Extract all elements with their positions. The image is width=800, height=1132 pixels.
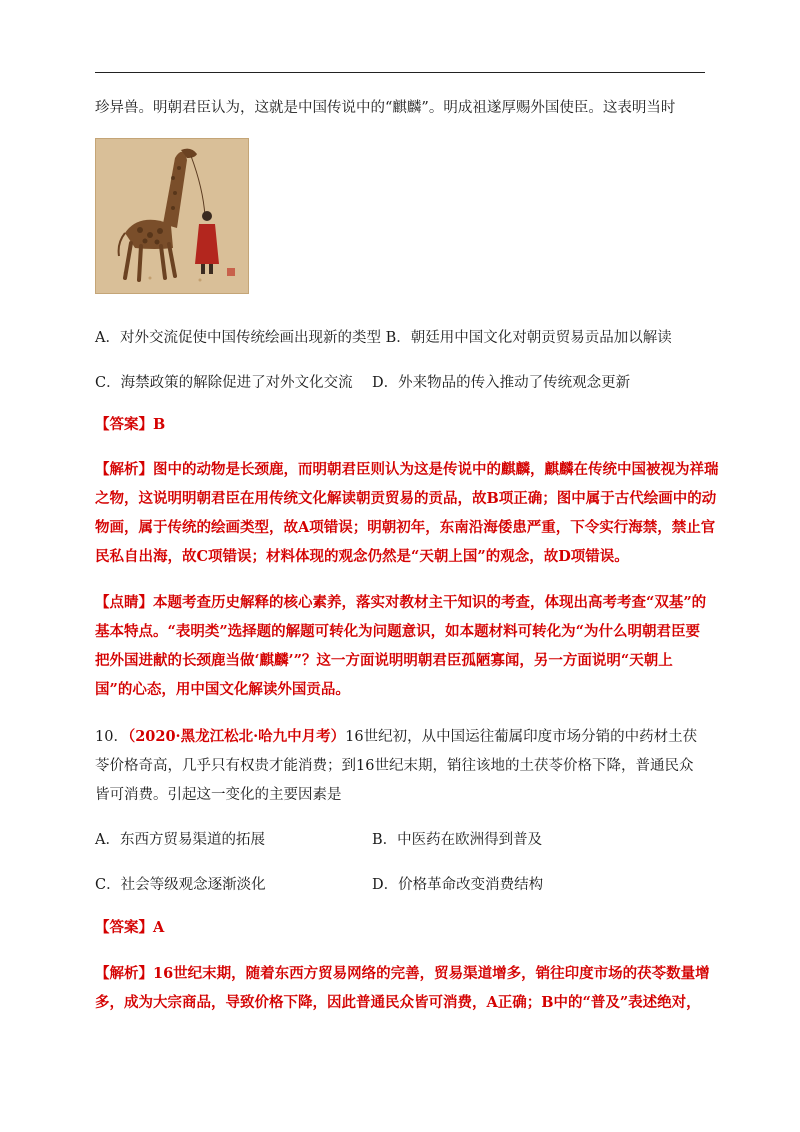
q9-analysis-line: 民私自出海，故C项错误；材料体现的观念仍然是“天朝上国”的观念，故D项错误。 (95, 548, 629, 565)
q10-number: 10． (95, 729, 128, 745)
header-rule (95, 72, 705, 73)
q9-option-c: C．海禁政策的解除促进了对外文化交流 (95, 375, 353, 391)
q9-comment-line: 【点睛】本题考查历史解释的核心素养，落实对教材主干知识的考查，体现出高考考查“双基”的 (95, 594, 707, 611)
q10-stem-line: 16世纪初，从中国运往葡属印度市场分销的中药材土茯 (345, 729, 698, 745)
q9-comment-line: 把外国进献的长颈鹿当做‘麒麟’”？这一方面说明明朝君臣孤陋寡闻，另一方面说明“天朝上 (95, 652, 673, 669)
q10-option-b: B．中医药在欧洲得到普及 (372, 832, 543, 848)
q9-analysis-line: 【解析】图中的动物是长颈鹿，而明朝君臣则认为这是传说中的麒麟，麒麟在传统中国被视为祥瑞 (95, 461, 719, 478)
q10-analysis-line: 多，成为大宗商品，导致价格下降，因此普通民众皆可消费，A正确；B中的“普及”表述绝对， (95, 994, 701, 1011)
q10-analysis-line: 【解析】16世纪末期，随着东西方贸易网络的完善，贸易渠道增多，销往印度市场的茯苓数量增 (95, 965, 710, 982)
q9-option-ab: A．对外交流促使中国传统绘画出现新的类型 B．朝廷用中国文化对朝贡贸易贡品加以解读 (95, 330, 672, 346)
q10-option-c: C．社会等级观念逐渐淡化 (95, 877, 266, 893)
q10-stem-line: 皆可消费。引起这一变化的主要因素是 (95, 787, 342, 803)
q10-source: （2020·黑龙江松北·哈九中月考） (127, 728, 346, 745)
q10-stem-line: 苓价格奇高，几乎只有权贵才能消费；到16世纪末期，销往该地的土茯苓价格下降，普通民众 (95, 758, 694, 774)
q9-analysis-line: 之物，这说明明朝君臣在用传统文化解读朝贡贸易的贡品，故B项正确；图中属于古代绘画中的动 (95, 490, 717, 507)
q9-comment-line: 国”的心态，用中国文化解读外国贡品。 (95, 681, 350, 698)
giraffe-painting (95, 138, 249, 294)
q9-comment-line: 基本特点。“表明类”选择题的解题可转化为问题意识，如本题材料可转化为“为什么明朝君臣要 (95, 623, 701, 640)
q9-analysis-line: 物画，属于传统的绘画类型，故A项错误；明朝初年，东南沿海倭患严重，下令实行海禁，禁止官 (95, 519, 716, 536)
q9-option-d: D．外来物品的传入推动了传统观念更新 (372, 375, 631, 391)
q10-first-line (95, 727, 697, 747)
q9-answer: 【答案】B (95, 416, 166, 433)
intro-line: 珍异兽。明朝君臣认为，这就是中国传说中的“麒麟”。明成祖遂厚赐外国使臣。这表明当时 (95, 100, 676, 116)
q10-answer: 【答案】A (95, 919, 165, 936)
q10-option-d: D．价格革命改变消费结构 (372, 877, 544, 893)
q10-option-a: A．东西方贸易渠道的拓展 (95, 832, 265, 848)
